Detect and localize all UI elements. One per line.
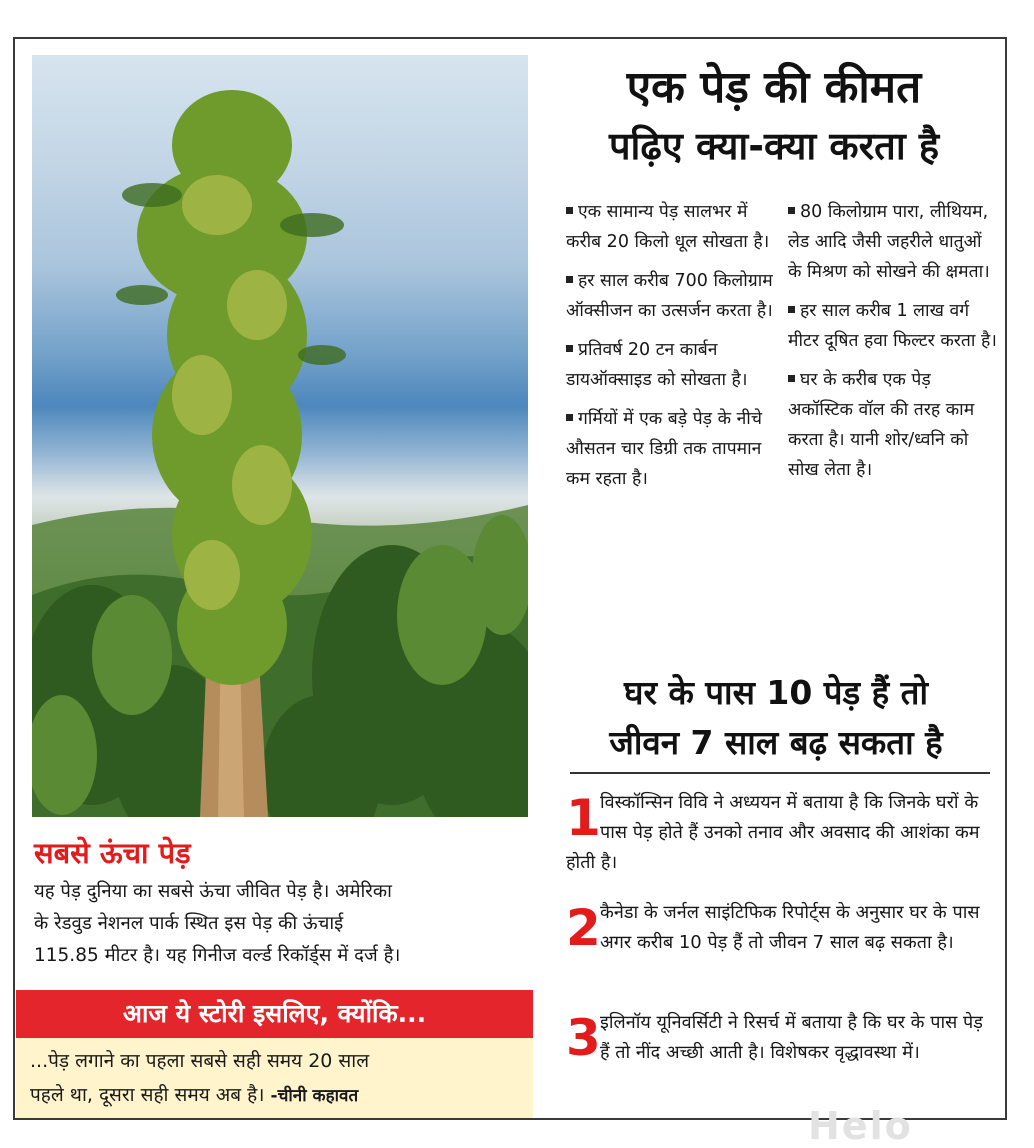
benefit-item: गर्मियों में एक बड़े पेड़ के नीचे औसतन चार डिग्री तक तापमान कम रहता है। (566, 409, 762, 489)
bullet-square-icon (566, 207, 573, 214)
point-number: 2 (566, 899, 601, 957)
bullet-square-icon (566, 414, 573, 421)
point-item (566, 898, 998, 958)
caption-body (34, 876, 528, 976)
point-text: कैनेडा के जर्नल साइंटिफिक रिपोर्ट्स के अनुसार घर के पास अगर करीब 10 पेड़ हैं तो जीवन 7 साल बढ़ सकता है। (600, 902, 980, 953)
benefits-right-column (788, 197, 998, 494)
bullet-square-icon (788, 207, 795, 214)
caption-line: के रेडवुड नेशनल पार्क स्थित इस पेड़ की ऊंचाई (34, 913, 344, 934)
point-number: 1 (566, 789, 601, 847)
point-item (566, 788, 998, 878)
benefit-item: हर साल करीब 1 लाख वर्ग मीटर दूषित हवा फिल्टर करता है। (788, 301, 997, 351)
quote-box (16, 1038, 533, 1118)
quote-text: पहले था, दूसरा सही समय अब है। (30, 1084, 265, 1106)
benefit-item: 80 किलोग्राम पारा, लीथियम, लेड आदि जैसी जहरीले धातुओं के मिश्रण को सोखने की क्षमता। (788, 202, 990, 282)
subhead-line-1: घर के पास 10 पेड़ हैं तो (623, 673, 929, 712)
benefit-item: एक सामान्य पेड़ सालभर में करीब 20 किलो धूल सोखता है। (566, 202, 770, 252)
redwood-tree-photo (32, 55, 528, 817)
benefit-item: प्रतिवर्ष 20 टन कार्बन डायऑक्साइड को सोखता है। (566, 340, 748, 390)
point-text: इलिनॉय यूनिवर्सिटी ने रिसर्च में बताया है कि घर के पास पेड़ हैं तो नींद अच्छी आती है। विशेषकर वृद्धावस्था में। (600, 1012, 983, 1063)
headline (550, 58, 998, 174)
benefits-left-column (566, 197, 774, 503)
headline-line-1: एक पेड़ की कीमत (626, 62, 922, 113)
bullet-square-icon (788, 375, 795, 382)
point-text: विस्कॉन्सिन विवि ने अध्ययन में बताया है कि जिनके घरों के पास पेड़ होते हैं उनको तनाव और अवसाद की आशंका कम होती है। (566, 792, 980, 873)
headline-line-2: पढ़िए क्या-क्या करता है (608, 124, 940, 168)
watermark: Helo (808, 1104, 913, 1148)
bullet-square-icon (566, 345, 573, 352)
subhead-line-2: जीवन 7 साल बढ़ सकता है (609, 723, 943, 762)
caption-line: यह पेड़ दुनिया का सबसे ऊंचा जीवित पेड़ है। अमेरिका (34, 881, 392, 902)
quote-line: ...पेड़ लगाने का पहला सबसे सही समय 20 साल (30, 1050, 370, 1072)
benefit-item: हर साल करीब 700 किलोग्राम ऑक्सीजन का उत्सर्जन करता है। (566, 271, 773, 321)
divider (570, 772, 990, 774)
caption-line: 115.85 मीटर है। यह गिनीज वर्ल्ड रिकॉर्ड्स में दर्ज है। (34, 945, 401, 966)
tree-illustration (32, 55, 528, 817)
caption-title: सबसे ऊंचा पेड़ (34, 836, 191, 870)
point-number: 3 (566, 1009, 601, 1067)
story-banner: आज ये स्टोरी इसलिए, क्योंकि... (16, 990, 533, 1038)
bullet-square-icon (788, 306, 795, 313)
point-item (566, 1008, 998, 1068)
benefit-item: घर के करीब एक पेड़ अकॉस्टिक वॉल की तरह काम करता है। यानी शोर/ध्वनि को सोख लेता है। (788, 370, 975, 480)
quote-line-2 (30, 1078, 519, 1113)
subhead (556, 668, 996, 768)
quote-source: -चीनी कहावत (270, 1086, 359, 1106)
bullet-square-icon (566, 276, 573, 283)
